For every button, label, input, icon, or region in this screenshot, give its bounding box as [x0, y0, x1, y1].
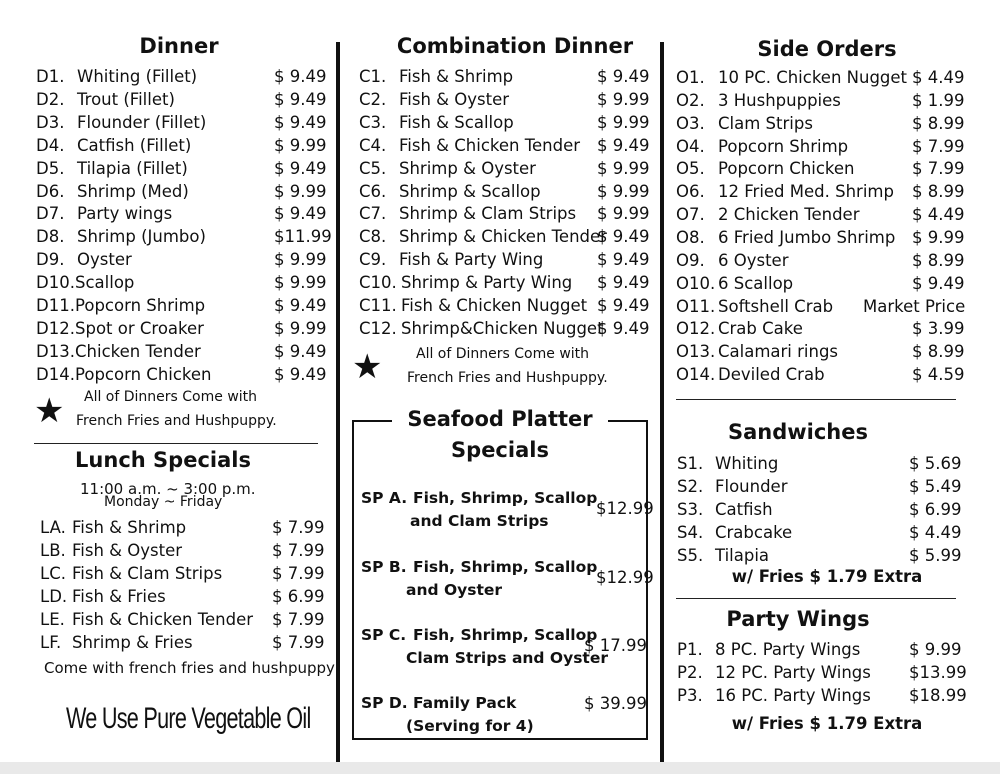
menu-item-row [676, 180, 976, 203]
item-price: $ 9.49 [597, 135, 650, 155]
item-code: D6. [36, 181, 65, 201]
side-orders-divider [676, 399, 956, 400]
menu-item-row [677, 638, 977, 661]
item-price: $ 9.49 [274, 158, 327, 178]
menu-item-row [36, 363, 326, 386]
item-name: Fish & Chicken Tender [72, 609, 254, 629]
item-price: $ 9.49 [274, 341, 327, 361]
item-code: D12. [36, 318, 75, 338]
item-price: $ 9.49 [597, 67, 650, 86]
item-name: Fish & Shrimp [72, 518, 187, 537]
item-name: Popcorn Chicken [75, 364, 212, 384]
item-name: Calamari rings [718, 342, 839, 362]
item-name: 6 Fried Jumbo Shrimp [718, 227, 896, 247]
item-price: $ 8.99 [912, 182, 965, 202]
item-price: $ 9.99 [597, 181, 650, 201]
item-code: C1. [359, 67, 387, 86]
menu-item-row [676, 226, 976, 249]
item-price: $ 3.99 [912, 319, 965, 339]
item-code: S2. [677, 476, 704, 496]
item-code: O4. [676, 136, 705, 156]
lunch-note: Come with french fries and hushpuppy [44, 659, 335, 677]
item-price: $ 7.99 [272, 609, 325, 629]
combination-note-line2: French Fries and Hushpuppy. [407, 370, 608, 386]
item-code: D7. [36, 204, 65, 224]
item-code: S1. [677, 454, 704, 473]
item-price: $ 9.49 [274, 364, 327, 384]
item-name: Catfish (Fillet) [77, 135, 192, 155]
item-price: $ 7.99 [912, 136, 965, 156]
menu-item-row [40, 585, 324, 608]
item-code: O7. [676, 205, 705, 225]
item-name: 12 PC. Party Wings [715, 663, 871, 682]
menu-item-row [676, 249, 976, 272]
item-price: $ 9.99 [274, 273, 327, 293]
menu-item-row [36, 111, 326, 134]
platter-price: $ 39.99 [584, 694, 647, 713]
item-code: D2. [36, 89, 65, 109]
dinner-heading: Dinner [139, 34, 219, 58]
item-code: O6. [676, 182, 705, 202]
item-price: $13.99 [909, 663, 967, 682]
menu-item-row [676, 317, 976, 340]
item-code: O12. [676, 319, 716, 339]
menu-item-row [40, 516, 324, 539]
menu-item-row [359, 294, 659, 317]
menu-item-row [36, 294, 326, 317]
item-name: Tilapia [715, 545, 770, 565]
item-price: $11.99 [274, 227, 332, 247]
item-name: Trout (Fillet) [77, 89, 175, 109]
item-name: Fish & Chicken Tender [399, 135, 581, 155]
item-name: Crab Cake [718, 319, 803, 339]
platter-description-line2: (Serving for 4) [406, 717, 534, 735]
menu-item-row [359, 271, 659, 294]
menu-item-row [359, 180, 659, 203]
item-price: $ 7.99 [272, 563, 325, 583]
item-name: Catfish [715, 499, 773, 519]
item-code: D14. [36, 364, 75, 384]
item-price: $ 9.99 [597, 158, 650, 178]
item-name: Fish & Party Wing [399, 250, 544, 270]
item-price: $ 7.99 [272, 632, 325, 652]
menu-item-row [359, 65, 659, 88]
item-price: $ 7.99 [272, 540, 325, 560]
menu-item-row [676, 89, 976, 112]
platter-heading [392, 404, 608, 466]
item-price: $ 4.49 [912, 205, 965, 225]
menu-item-row [36, 248, 326, 271]
item-price: $ 9.49 [274, 204, 327, 224]
menu-item-row [36, 65, 326, 88]
item-price: $ 9.99 [912, 227, 965, 247]
item-code: LC. [40, 563, 66, 583]
menu-item-row [676, 295, 976, 318]
item-code: C9. [359, 250, 387, 270]
menu-item-row [36, 317, 326, 340]
page-bottom-edge [0, 762, 1000, 774]
item-name: Fish & Shrimp [399, 67, 514, 86]
star-icon: ★ [352, 347, 383, 387]
menu-item-row [36, 157, 326, 180]
item-code: O1. [676, 68, 705, 87]
item-price: $ 9.49 [597, 296, 650, 315]
item-price: $ 9.99 [597, 112, 650, 132]
item-code: P2. [677, 663, 703, 682]
column-divider-left [336, 42, 340, 762]
item-price: $ 8.99 [912, 113, 965, 133]
menu-item-row [677, 521, 977, 544]
item-price: $ 9.49 [912, 273, 965, 293]
item-code: C6. [359, 181, 387, 201]
item-code: O5. [676, 159, 705, 179]
lunch-days: Monday ~ Friday [104, 494, 223, 510]
menu-item-row [677, 498, 977, 521]
item-code: D8. [36, 227, 65, 247]
item-price: $ 9.99 [274, 181, 327, 201]
item-price: $ 9.99 [274, 250, 327, 270]
menu-item-row [677, 684, 977, 707]
item-name: Crabcake [715, 522, 793, 542]
item-name: Scallop [75, 273, 135, 293]
item-name: 6 Scallop [718, 273, 794, 293]
item-name: Whiting [715, 454, 779, 473]
menu-item-row [36, 134, 326, 157]
item-price: $ 1.99 [912, 90, 965, 110]
item-code: D10. [36, 273, 75, 293]
item-name: Deviled Crab [718, 365, 825, 385]
item-price: $ 9.49 [597, 227, 650, 247]
platter-code: SP A. [361, 489, 408, 507]
item-code: D4. [36, 135, 65, 155]
item-price: $ 7.99 [912, 159, 965, 179]
dinner-note-line1: All of Dinners Come with [84, 389, 258, 405]
menu-item-row [676, 112, 976, 135]
party-wings-fries-extra: w/ Fries $ 1.79 Extra [731, 714, 923, 733]
item-name: Clam Strips [718, 113, 813, 133]
item-name: Shrimp & Scallop [399, 181, 541, 201]
item-name: 3 Hushpuppies [718, 90, 841, 110]
item-price: $ 9.99 [909, 640, 962, 659]
item-price: $ 4.49 [909, 522, 962, 542]
menu-item-row [36, 88, 326, 111]
item-code: LD. [40, 586, 68, 606]
item-price: $ 4.49 [912, 68, 965, 87]
item-name: Shrimp & Party Wing [401, 273, 573, 293]
platter-description-line2: and Clam Strips [410, 512, 549, 530]
side-orders-heading: Side Orders [757, 37, 897, 61]
menu-item-row [40, 539, 324, 562]
item-name: Popcorn Chicken [718, 159, 855, 179]
item-price: $ 6.99 [909, 499, 962, 519]
item-name: 12 Fried Med. Shrimp [718, 182, 894, 202]
star-icon: ★ [34, 391, 65, 431]
item-name: Popcorn Shrimp [75, 296, 206, 315]
item-price: $ 7.99 [272, 518, 325, 537]
item-code: D9. [36, 250, 65, 270]
item-name: Shrimp & Clam Strips [399, 204, 577, 224]
item-name: Fish & Fries [72, 586, 166, 606]
item-price: $ 8.99 [912, 250, 965, 270]
menu-item-row [40, 608, 324, 631]
item-code: C3. [359, 112, 387, 132]
platter-code: SP B. [361, 558, 407, 576]
platter-description-line1: Family Pack [413, 694, 517, 712]
item-code: O9. [676, 250, 705, 270]
menu-item-row [36, 202, 326, 225]
item-code: O13. [676, 342, 716, 362]
item-code: LA. [40, 518, 66, 537]
menu-item-row [676, 203, 976, 226]
menu-item-row [359, 317, 659, 340]
item-name: Chicken Tender [75, 341, 201, 361]
dinner-divider [34, 443, 318, 444]
item-code: D13. [36, 341, 75, 361]
item-code: LF. [40, 632, 62, 652]
item-price: $ 9.49 [274, 67, 327, 86]
menu-item-row [359, 202, 659, 225]
item-name: 10 PC. Chicken Nugget [718, 68, 908, 87]
platter-code: SP C. [361, 626, 407, 644]
item-name: Fish & Clam Strips [72, 563, 223, 583]
item-name: Fish & Oyster [399, 89, 510, 109]
item-name: Flounder (Fillet) [77, 112, 207, 132]
item-price: $ 9.99 [274, 135, 327, 155]
item-code: P1. [677, 640, 703, 659]
item-name: 8 PC. Party Wings [715, 640, 861, 659]
menu-item-row [677, 544, 977, 567]
platter-price: $12.99 [596, 568, 654, 587]
party-wings-heading: Party Wings [726, 607, 870, 631]
platter-price: $ 17.99 [584, 636, 647, 655]
combination-heading: Combination Dinner [396, 34, 634, 58]
menu-item-row [359, 134, 659, 157]
item-code: O8. [676, 227, 705, 247]
item-price: $ 8.99 [912, 342, 965, 362]
menu-item-row [359, 111, 659, 134]
item-price: $ 5.99 [909, 545, 962, 565]
menu-item-row [676, 272, 976, 295]
menu-item-row [359, 248, 659, 271]
menu-item-row [36, 225, 332, 248]
item-name: Shrimp (Med) [77, 181, 189, 201]
item-code: LB. [40, 540, 66, 560]
item-name: Shrimp&Chicken Nugget [401, 318, 604, 338]
item-price: $ 5.69 [909, 454, 962, 473]
item-name: 2 Chicken Tender [718, 205, 860, 225]
sandwiches-fries-extra: w/ Fries $ 1.79 Extra [731, 567, 923, 586]
item-name: Fish & Oyster [72, 540, 183, 560]
item-code: C8. [359, 227, 387, 247]
menu-item-row [677, 661, 977, 684]
dinner-note-line2: French Fries and Hushpuppy. [76, 413, 277, 429]
item-code: C2. [359, 89, 387, 109]
item-name: Shrimp & Oyster [399, 158, 536, 178]
item-price: $ 9.49 [274, 112, 327, 132]
column-divider-right [660, 42, 664, 762]
platter-description-line2: Clam Strips and Oyster [406, 649, 608, 667]
item-name: Shrimp (Jumbo) [77, 227, 206, 247]
item-name: 6 Oyster [718, 250, 789, 270]
sandwiches-heading: Sandwiches [727, 420, 869, 444]
menu-item-row [676, 135, 976, 158]
item-code: O14. [676, 365, 716, 385]
item-code: C11. [359, 296, 397, 315]
item-code: O10. [676, 273, 716, 293]
item-code: D5. [36, 158, 65, 178]
item-name: Tilapia (Fillet) [77, 158, 188, 178]
item-price: $ 5.49 [909, 476, 962, 496]
item-code: O11. [676, 296, 716, 316]
platter-description-line1: Fish, Shrimp, Scallop [413, 489, 598, 507]
lunch-hours: 11:00 a.m. ~ 3:00 p.m. [80, 480, 256, 498]
item-code: D1. [36, 67, 65, 86]
item-code: C5. [359, 158, 387, 178]
item-code: C10. [359, 273, 397, 293]
item-name: Flounder [715, 476, 788, 496]
item-name: Shrimp & Fries [72, 632, 193, 652]
item-name: Fish & Scallop [399, 112, 514, 132]
combination-note-line1: All of Dinners Come with [416, 346, 590, 362]
platter-code: SP D. [361, 694, 408, 712]
item-name: Spot or Croaker [75, 318, 204, 338]
menu-item-row [40, 631, 324, 654]
item-code: LE. [40, 609, 65, 629]
platter-heading-line2: Specials [451, 438, 549, 462]
menu-item-row [36, 340, 326, 363]
item-code: O2. [676, 90, 705, 110]
item-price: $ 6.99 [272, 586, 325, 606]
item-price: $ 9.49 [274, 89, 327, 109]
item-name: Shrimp & Chicken Tender [399, 227, 607, 247]
item-name: 16 PC. Party Wings [715, 686, 871, 705]
item-name: Whiting (Fillet) [77, 67, 198, 86]
item-price: $ 9.49 [597, 273, 650, 293]
item-code: S3. [677, 499, 704, 519]
platter-description-line1: Fish, Shrimp, Scallop [413, 558, 598, 576]
platter-description-line1: Fish, Shrimp, Scallop [413, 626, 598, 644]
item-name: Party wings [77, 204, 173, 224]
menu-item-row [677, 452, 977, 475]
menu-item-row [676, 340, 976, 363]
menu-item-row [359, 157, 659, 180]
item-price: $ 9.99 [597, 204, 650, 224]
sandwiches-divider [676, 598, 956, 599]
item-code: O3. [676, 113, 705, 133]
item-price: $ 9.99 [597, 89, 650, 109]
item-price: $18.99 [909, 686, 967, 705]
item-code: S5. [677, 545, 704, 565]
platter-price: $12.99 [596, 499, 654, 518]
item-price: $ 9.99 [274, 318, 327, 338]
platter-heading-line1: Seafood Platter [407, 407, 593, 431]
item-code: C7. [359, 204, 387, 224]
item-name: Softshell Crab [718, 296, 834, 316]
item-price: $ 4.59 [912, 365, 965, 385]
item-code: P3. [677, 686, 703, 705]
menu-item-row [36, 271, 326, 294]
vegetable-oil-tagline: We Use Pure Vegetable Oil [66, 702, 311, 735]
platter-description-line2: and Oyster [406, 581, 503, 599]
menu-item-row [676, 66, 976, 89]
item-price: $ 9.49 [597, 250, 650, 270]
menu-item-row [676, 157, 976, 180]
item-code: D11. [36, 296, 75, 315]
menu-item-row [359, 225, 659, 248]
item-name: Fish & Chicken Nugget [401, 296, 588, 315]
item-code: D3. [36, 112, 65, 132]
item-name: Popcorn Shrimp [718, 136, 849, 156]
item-price: Market Price [863, 296, 966, 316]
item-code: C4. [359, 135, 387, 155]
menu-item-row [677, 475, 977, 498]
menu-item-row [359, 88, 659, 111]
item-price: $ 9.49 [597, 318, 650, 338]
menu-item-row [40, 562, 324, 585]
item-name: Oyster [77, 250, 132, 270]
lunch-heading: Lunch Specials [75, 448, 251, 472]
menu-item-row [36, 180, 326, 203]
item-code: C12. [359, 318, 397, 338]
item-code: S4. [677, 522, 704, 542]
item-price: $ 9.49 [274, 296, 327, 315]
menu-item-row [676, 363, 976, 386]
